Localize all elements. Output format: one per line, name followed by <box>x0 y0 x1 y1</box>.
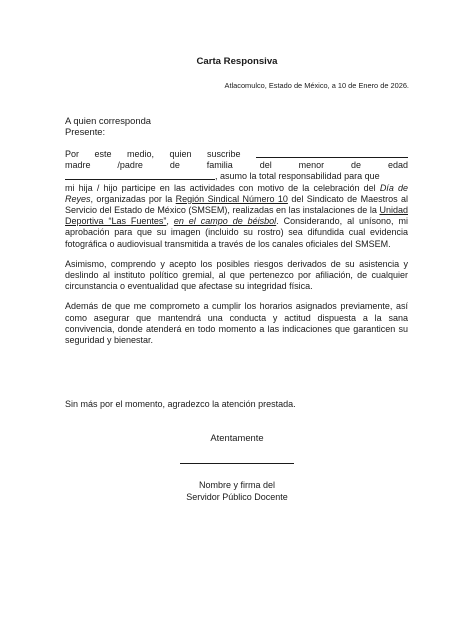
word: Por <box>65 149 80 159</box>
document-title: Carta Responsiva <box>196 56 278 67</box>
salutation-line-2: Presente: <box>65 126 106 137</box>
word: menor <box>298 160 325 171</box>
name-blank-line <box>256 149 408 158</box>
word: de <box>169 160 180 171</box>
farewell: Atentamente <box>210 432 264 443</box>
word: /padre <box>117 160 143 171</box>
consent-text: Considerando, al unísono, mi aprobación para que su imagen (incluido su rostro) sea difundida cual evidencia fotográfica o audiovisual transmitida a través de los canales oficiales del SMSEM. <box>65 216 408 249</box>
consent-text: instalaciones de la <box>302 205 380 216</box>
consent-row-3 <box>65 171 408 182</box>
word: de <box>351 160 362 171</box>
venue-detail: en el campo de béisbol <box>173 216 277 227</box>
consent-text: , <box>166 216 174 227</box>
word: madre <box>65 160 91 171</box>
consent-text: mi hija / hijo participe en las actividades con motivo de la celebración del <box>65 182 376 193</box>
salutation <box>65 115 151 137</box>
word: este <box>94 149 112 159</box>
consent-text: , asumo la total responsabilidad para que <box>215 171 380 182</box>
consent-text: del Sindicato <box>287 193 344 204</box>
word: edad <box>387 160 408 171</box>
place-date: Atlacomulco, Estado de México, a 10 de Enero de 2026. <box>224 81 409 90</box>
salutation-line-1: A quien corresponda <box>65 115 151 126</box>
word: suscribe <box>206 149 241 159</box>
word: medio, <box>126 149 154 159</box>
paragraph-risks: Asimismo, comprendo y acepto los posibles riesgos derivados de su asistencia y deslindo al instituto político gremial, al que pertenezco por afiliación, de cualquier circunstancia o eventualidad que afectase su integridad física. <box>65 258 408 292</box>
consent-row-2 <box>65 160 408 171</box>
venue-name: Unidad Deportiva “Las Fuentes” <box>65 205 408 227</box>
signature-caption-line-2: Servidor Público Docente <box>186 492 288 502</box>
signature-line <box>180 463 294 464</box>
closing-sentence: Sin más por el momento, agradezco la atención prestada. <box>65 399 296 409</box>
signature-caption <box>0 479 474 503</box>
consent-text: . <box>276 216 279 227</box>
consent-text: , organizadas por la <box>90 193 176 204</box>
region-name: Región Sindical Número 10 <box>175 193 288 204</box>
word: quien <box>169 149 192 159</box>
signature-caption-line-1: Nombre y firma del <box>198 480 276 490</box>
paragraph-consent <box>65 149 408 250</box>
paragraph-commitment: Además de que me comprometo a cumplir los horarios asignados previamente, así como asegurar que mantendrá una conducta y actitud dispuesta a la sana convivencia, donde atenderá en todo momento a las indicaciones que garanticen su seguridad y bienestar. <box>65 301 408 346</box>
letter-body <box>65 149 408 355</box>
word: del <box>259 160 272 171</box>
consent-text: de Maestros al Servicio del Estado de México (SMSEM), realizadas en las <box>65 193 408 216</box>
event-name: Día de Reyes <box>65 182 408 204</box>
minor-name-blank-line <box>65 171 215 180</box>
word: familia <box>206 160 233 171</box>
consent-row-1 <box>65 149 408 160</box>
